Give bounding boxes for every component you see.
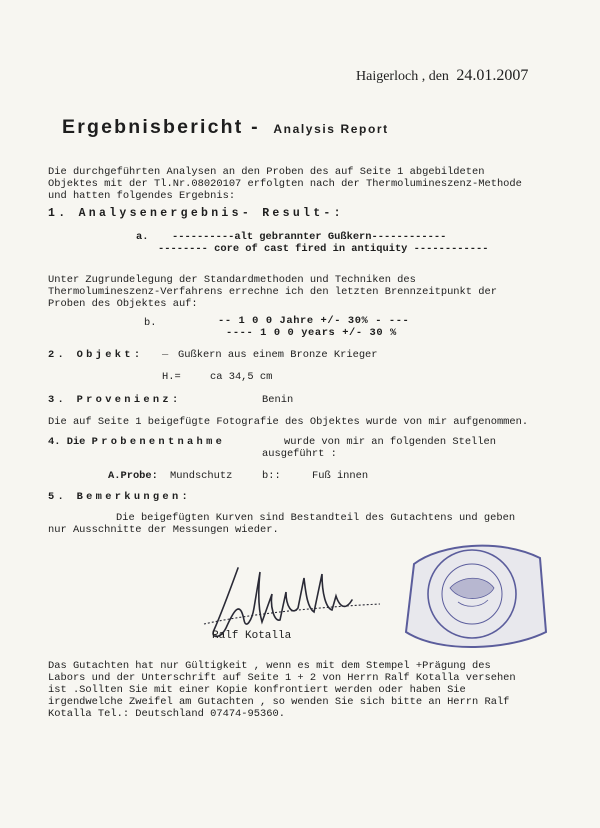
section4-heading (48, 436, 225, 448)
intro-line: Objektes mit der Tl.Nr.08020107 erfolgten nach der Thermolumineszenz-Methode (48, 178, 522, 190)
basis-line: Unter Zugrundelegung der Standardmethoden und Techniken des (48, 274, 416, 286)
result-a-line2: -------- core of cast fired in antiquity ------------ (158, 243, 489, 255)
section1-heading: 1. Analysenergebnis- Result-: (48, 207, 344, 220)
footer-line: Labors und der Unterschrift auf Seite 1 + 2 von Herrn Ralf Kotalla versehen (48, 672, 516, 684)
footer-line: ist .Sollten Sie mit einer Kopie konfrontiert werden oder haben Sie (48, 684, 466, 696)
section4-spaced: Probenentnahme (91, 436, 226, 448)
section3-heading: 3. Provenienz: (48, 394, 182, 406)
footer-text (48, 660, 516, 720)
result-b-line2: ---- 1 0 0 years +/- 30 % (226, 327, 397, 339)
result-a-label: a. (136, 231, 149, 243)
remarks-text1: Die beigefügten Kurven sind Bestandteil des Gutachtens und geben (116, 512, 516, 524)
signature (200, 550, 400, 654)
title-sub: Analysis Report (273, 122, 389, 136)
page-title (62, 116, 389, 139)
height-label: H.= (162, 371, 181, 383)
probe-a-label: A.Probe: (108, 470, 158, 482)
result-b-line1: -- 1 0 0 Jahre +/- 30% - --- (218, 315, 410, 327)
footer-line: irgendwelche Zweifel am Gutachten , so wenden Sie sich bitte an Herrn Ralf (48, 696, 510, 708)
section4-prefix: 4. Die (48, 436, 86, 448)
basis-line: Proben des Objektes auf: (48, 298, 198, 310)
provenance-text: Die auf Seite 1 beigefügte Fotografie des Objektes wurde von mir aufgenommen. (48, 416, 529, 428)
footer-line: Das Gutachten hat nur Gültigkeit , wenn es mit dem Stempel +Prägung des (48, 660, 491, 672)
intro-text (48, 166, 522, 202)
provenance-value: Benin (262, 394, 294, 406)
signature-name: Ralf Kotalla (212, 630, 292, 642)
section2-heading: 2. Objekt: (48, 349, 144, 361)
place-date (356, 67, 528, 85)
sampling-text2: ausgeführt : (262, 448, 337, 460)
basis-text (48, 274, 497, 310)
remarks-text2: nur Ausschnitte der Messungen wieder. (48, 524, 279, 536)
result-a-line1: ----------alt gebrannter Gußkern------------ (172, 231, 447, 243)
lab-stamp-seal (400, 536, 548, 656)
title-main: Ergebnisbericht (62, 116, 244, 138)
probe-b-value: Fuß innen (312, 470, 369, 482)
height-value: ca 34,5 cm (210, 371, 273, 383)
stamp (400, 536, 548, 660)
basis-line: Thermolumineszenz-Verfahrens errechne ich den letzten Brennzeitpunkt der (48, 286, 497, 298)
intro-line: und hatten folgendes Ergebnis: (48, 190, 236, 202)
section5-heading: 5. Bemerkungen: (48, 491, 192, 503)
footer-line: Kotalla Tel.: Deutschland 07474-95360. (48, 708, 285, 720)
place: Haigerloch , den (356, 69, 449, 84)
object-value: Gußkern aus einem Bronze Krieger (178, 349, 378, 361)
title-dash: - (251, 116, 260, 138)
probe-a-value: Mundschutz (170, 470, 233, 482)
sampling-text1: wurde von mir an folgenden Stellen (284, 436, 497, 448)
date: 24.01.2007 (456, 67, 529, 84)
section2-dash: _ (162, 346, 169, 358)
result-b-label: b. (144, 317, 157, 329)
probe-b-label: b:: (262, 470, 281, 482)
intro-line: Die durchgeführten Analysen an den Proben des auf Seite 1 abgebildeten (48, 166, 485, 178)
